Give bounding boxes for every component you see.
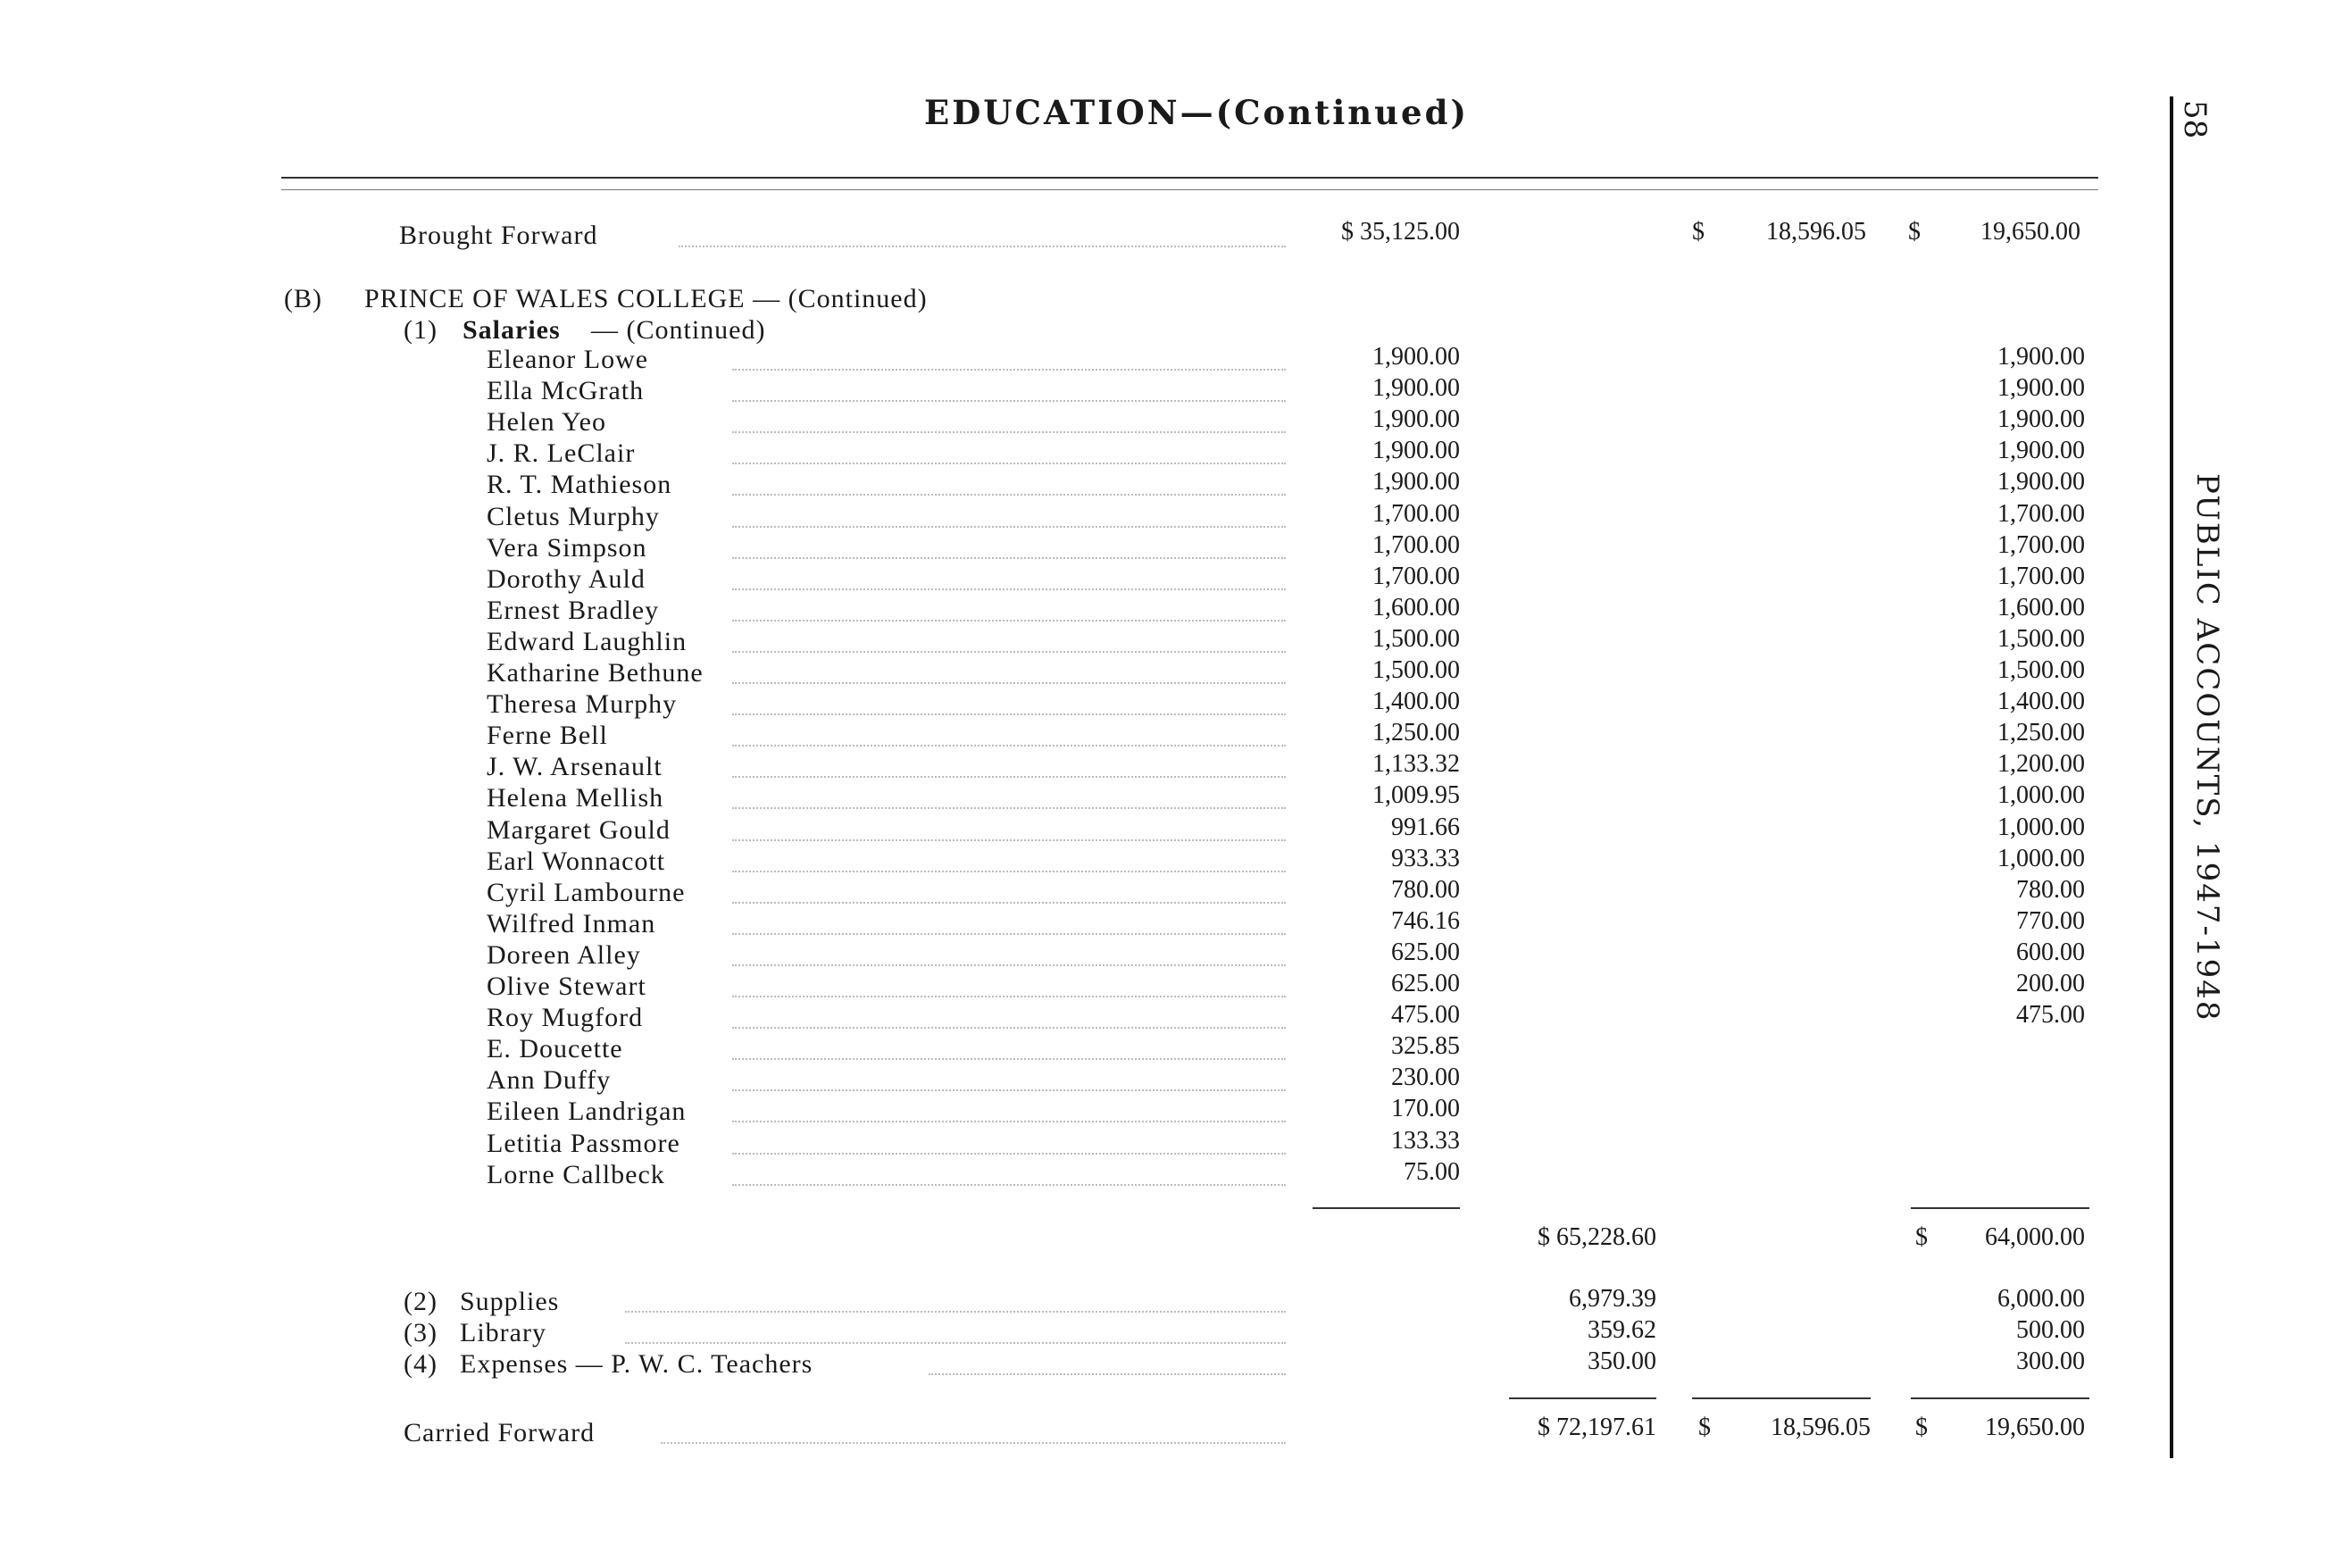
item-number: (3)	[404, 1318, 438, 1347]
salary-expended: 170.00	[1391, 1095, 1460, 1122]
page-number: 58	[2177, 100, 2213, 139]
salary-name: Edward Laughlin	[487, 627, 688, 656]
subtotal-rule-col4	[1911, 1207, 2089, 1209]
salary-name: Cyril Lambourne	[487, 878, 686, 907]
salary-expended: 933.33	[1391, 845, 1460, 872]
salary-expended: 1,600.00	[1372, 594, 1460, 621]
item-col4: 300.00	[2016, 1347, 2085, 1375]
salary-name: Earl Wonnacott	[487, 847, 666, 876]
running-title: PUBLIC ACCOUNTS, 1947-1948	[2189, 473, 2225, 1022]
salary-expended: 133.33	[1391, 1127, 1460, 1155]
header-rule	[281, 177, 2098, 179]
salary-expended: 1,700.00	[1372, 563, 1460, 590]
total-rule-col4	[1911, 1397, 2089, 1399]
salary-name: Helena Mellish	[487, 783, 664, 813]
salary-expended: 475.00	[1391, 1001, 1460, 1029]
salary-name: Letitia Passmore	[487, 1129, 680, 1158]
leader-dots	[732, 933, 1286, 935]
salary-name: Ernest Bradley	[487, 596, 660, 625]
carried-forward-label: Carried Forward	[404, 1418, 596, 1447]
leader-dots	[661, 1442, 1286, 1444]
salary-estimate: 1,900.00	[1997, 343, 2085, 371]
salary-expended: 1,700.00	[1372, 500, 1460, 528]
brought-forward-col3-dollar: $	[1692, 218, 1705, 246]
leader-dots	[732, 1027, 1286, 1029]
salary-name: Lorne Callbeck	[487, 1160, 665, 1189]
item-label: Expenses — P. W. C. Teachers	[460, 1349, 813, 1379]
salary-estimate: 780.00	[2016, 876, 2085, 904]
salary-name: Vera Simpson	[487, 533, 647, 563]
leader-dots	[732, 400, 1286, 402]
leader-dots	[732, 1089, 1286, 1091]
leader-dots	[732, 463, 1286, 464]
leader-dots	[732, 996, 1286, 997]
salary-name: E. Doucette	[487, 1034, 623, 1063]
item-col4: 500.00	[2016, 1316, 2085, 1344]
leader-dots	[732, 871, 1286, 872]
leader-dots	[732, 1121, 1286, 1122]
salary-expended: 1,133.32	[1372, 750, 1460, 778]
salary-expended: 780.00	[1391, 876, 1460, 904]
salary-name: Doreen Alley	[487, 940, 641, 970]
leader-dots	[732, 745, 1286, 746]
page-title: EDUCATION—(Continued)	[924, 93, 1469, 132]
salary-expended: 1,500.00	[1372, 625, 1460, 653]
salary-name: Katharine Bethune	[487, 658, 704, 688]
salary-estimate: 600.00	[2016, 938, 2085, 966]
salary-expended: 325.85	[1391, 1032, 1460, 1060]
carried-forward-col4-dollar: $	[1915, 1414, 1928, 1441]
header-rule-thin	[281, 189, 2098, 190]
carried-forward-col2: $ 72,197.61	[1538, 1414, 1656, 1441]
leader-dots	[732, 1153, 1286, 1155]
item-col2: 350.00	[1588, 1347, 1656, 1375]
salary-name: Helen Yeo	[487, 407, 606, 437]
salary-expended: 1,250.00	[1372, 719, 1460, 746]
salary-expended: 1,009.95	[1372, 781, 1460, 809]
subsection-suffix: — (Continued)	[591, 315, 766, 345]
leader-dots	[732, 713, 1286, 715]
salary-expended: 75.00	[1404, 1158, 1460, 1186]
leader-dots	[732, 526, 1286, 528]
salary-estimate: 1,000.00	[1997, 781, 2085, 809]
salary-expended: 1,900.00	[1372, 405, 1460, 433]
section-marker: (B)	[284, 284, 322, 313]
salaries-total-col2: $ 65,228.60	[1538, 1223, 1656, 1251]
leader-dots	[732, 902, 1286, 904]
leader-dots	[929, 1373, 1286, 1375]
salary-estimate: 1,900.00	[1997, 374, 2085, 402]
salary-estimate: 1,000.00	[1997, 845, 2085, 872]
leader-dots	[732, 964, 1286, 966]
item-col2: 6,979.39	[1569, 1285, 1656, 1313]
salary-expended: 625.00	[1391, 938, 1460, 966]
salary-estimate: 200.00	[2016, 970, 2085, 997]
salary-estimate: 1,900.00	[1997, 468, 2085, 496]
subsection-label: Salaries	[463, 315, 561, 345]
carried-forward-col3-dollar: $	[1698, 1414, 1711, 1441]
brought-forward-col3: 18,596.05	[1766, 218, 1866, 246]
leader-dots	[732, 1058, 1286, 1060]
salary-name: Ferne Bell	[487, 721, 608, 750]
salary-estimate: 475.00	[2016, 1001, 2085, 1029]
salary-name: Theresa Murphy	[487, 689, 678, 719]
salary-name: Eileen Landrigan	[487, 1097, 687, 1126]
leader-dots	[732, 588, 1286, 590]
brought-forward-col1: $ 35,125.00	[1341, 218, 1460, 246]
salary-estimate: 1,700.00	[1997, 563, 2085, 590]
salary-name: Ann Duffy	[487, 1065, 612, 1095]
salary-expended: 1,900.00	[1372, 343, 1460, 371]
item-col4: 6,000.00	[1997, 1285, 2085, 1313]
salary-name: Olive Stewart	[487, 972, 646, 1001]
leader-dots	[679, 246, 1286, 247]
salary-expended: 1,900.00	[1372, 468, 1460, 496]
salary-expended: 625.00	[1391, 970, 1460, 997]
item-col2: 359.62	[1588, 1316, 1656, 1344]
salary-name: J. R. LeClair	[487, 438, 636, 468]
subtotal-rule-col1	[1313, 1207, 1460, 1209]
salary-estimate: 770.00	[2016, 907, 2085, 935]
salary-estimate: 1,700.00	[1997, 531, 2085, 559]
salary-expended: 1,900.00	[1372, 437, 1460, 464]
subsection-number: (1)	[404, 315, 438, 345]
salary-estimate: 1,600.00	[1997, 594, 2085, 621]
leader-dots	[732, 682, 1286, 684]
salary-estimate: 1,900.00	[1997, 405, 2085, 433]
leader-dots	[732, 431, 1286, 433]
salary-estimate: 1,000.00	[1997, 813, 2085, 841]
leader-dots	[732, 494, 1286, 496]
salary-name: Margaret Gould	[487, 815, 671, 845]
leader-dots	[732, 776, 1286, 778]
leader-dots	[625, 1342, 1286, 1344]
salary-estimate: 1,400.00	[1997, 688, 2085, 715]
total-rule-col3	[1692, 1397, 1871, 1399]
item-label: Library	[460, 1318, 546, 1347]
salaries-total-col4-dollar: $	[1915, 1223, 1928, 1251]
item-label: Supplies	[460, 1287, 560, 1316]
salary-name: Dorothy Auld	[487, 564, 646, 594]
brought-forward-col4: 19,650.00	[1980, 218, 2080, 246]
salary-expended: 746.16	[1391, 907, 1460, 935]
salary-estimate: 1,900.00	[1997, 437, 2085, 464]
salary-name: Wilfred Inman	[487, 909, 656, 938]
leader-dots	[732, 620, 1286, 621]
item-number: (4)	[404, 1349, 438, 1379]
leader-dots	[732, 1184, 1286, 1186]
salary-estimate: 1,500.00	[1997, 656, 2085, 684]
brought-forward-col4-dollar: $	[1908, 218, 1921, 246]
salary-name: J. W. Arsenault	[487, 752, 663, 781]
salary-expended: 1,900.00	[1372, 374, 1460, 402]
total-rule-col2	[1509, 1397, 1656, 1399]
salary-name: Eleanor Lowe	[487, 345, 649, 374]
leader-dots	[732, 651, 1286, 653]
section-heading: PRINCE OF WALES COLLEGE — (Continued)	[364, 284, 928, 313]
brought-forward-label: Brought Forward	[399, 221, 598, 250]
leader-dots	[732, 557, 1286, 559]
salary-name: Ella McGrath	[487, 376, 645, 405]
salary-expended: 1,700.00	[1372, 531, 1460, 559]
salary-expended: 1,500.00	[1372, 656, 1460, 684]
salaries-total-col4: 64,000.00	[1985, 1223, 2085, 1251]
carried-forward-col4: 19,650.00	[1985, 1414, 2085, 1441]
leader-dots	[732, 807, 1286, 809]
salary-name: Roy Mugford	[487, 1003, 644, 1032]
salary-expended: 1,400.00	[1372, 688, 1460, 715]
salary-estimate: 1,500.00	[1997, 625, 2085, 653]
leader-dots	[732, 839, 1286, 841]
carried-forward-col3: 18,596.05	[1771, 1414, 1871, 1441]
salary-expended: 230.00	[1391, 1063, 1460, 1091]
salary-expended: 991.66	[1391, 813, 1460, 841]
salary-estimate: 1,200.00	[1997, 750, 2085, 778]
item-number: (2)	[404, 1287, 438, 1316]
margin-rule	[2170, 96, 2173, 1458]
salary-estimate: 1,250.00	[1997, 719, 2085, 746]
salary-name: R. T. Mathieson	[487, 470, 672, 499]
leader-dots	[732, 369, 1286, 371]
salary-estimate: 1,700.00	[1997, 500, 2085, 528]
leader-dots	[625, 1311, 1286, 1313]
salary-name: Cletus Murphy	[487, 502, 660, 531]
